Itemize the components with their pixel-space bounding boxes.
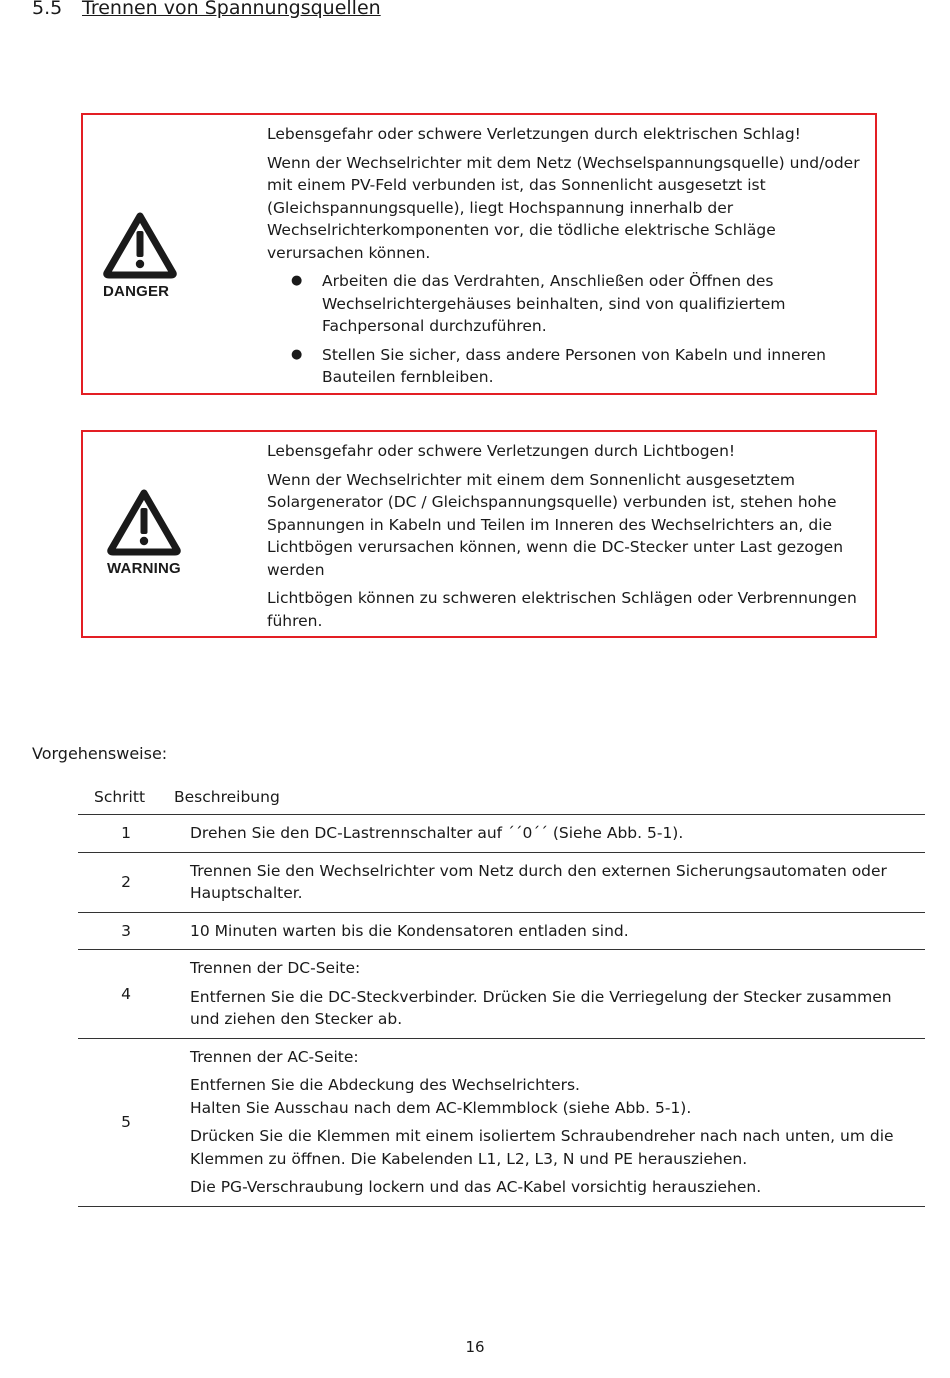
step-number: 5 [78, 1038, 174, 1206]
table-row [78, 852, 925, 912]
column-header-description: Beschreibung [174, 784, 925, 815]
danger-headline: Lebensgefahr oder schwere Verletzungen durch elektrischen Schlag! [267, 125, 801, 143]
step-description: Drehen Sie den DC-Lastrennschalter auf ´´0´´ (Siehe Abb. 5-1). [174, 815, 925, 853]
procedure-table [78, 784, 925, 1207]
warning-text [267, 440, 865, 638]
danger-bullet-list [267, 270, 865, 389]
warning-triangle-icon [103, 211, 177, 279]
page-number: 16 [465, 1338, 485, 1356]
danger-text [267, 123, 865, 395]
warning-footer: Lichtbögen können zu schweren elektrischen Schlägen oder Verbrennungen führen. [267, 589, 857, 630]
section-heading [32, 0, 381, 20]
step-number: 3 [78, 912, 174, 950]
danger-label: DANGER [103, 283, 170, 300]
warning-headline: Lebensgefahr oder schwere Verletzungen durch Lichtbogen! [267, 442, 736, 460]
danger-body: Wenn der Wechselrichter mit dem Netz (Wechselspannungsquelle) und/oder mit einem PV-Feld verbunden ist, das Sonnenlicht ausgesetzt ist (Gleichspannungsquelle), liegt Hochspannung innerhalb der Wechselrichterkomponenten vor, die tödliche elektrische Schläge verursachen können. [267, 153, 860, 262]
danger-callout [81, 113, 877, 395]
warning-label: WARNING [107, 560, 181, 577]
section-title: Trennen von Spannungsquellen [82, 0, 381, 19]
bullet-icon: ● [291, 273, 303, 288]
table-row [78, 1038, 925, 1206]
step-description: Trennen der DC-Seite: Entfernen Sie die DC-Steckverbinder. Drücken Sie die Verriegelung der Stecker zusammen und ziehen den Stecker ab. [174, 950, 925, 1039]
bullet-icon: ● [291, 346, 303, 362]
step-description: Trennen der AC-Seite: Entfernen Sie die Abdeckung des Wechselrichters. Halten Sie Ausschau nach dem AC-Klemmblock (siehe Abb. 5-1). Drücken Sie die Klemmen mit einem isoliertem Schraubendreher nach nach unten, um die Klemmen zu öffnen. Die Kabelenden L1, L2, L3, N und PE herausziehen. Die PG-Verschraubung lockern und das AC-Kabel vorsichtig herausziehen. [174, 1038, 925, 1206]
warning-symbol [107, 488, 197, 577]
step-description: 10 Minuten warten bis die Kondensatoren entladen sind. [174, 912, 925, 950]
section-number: 5.5 [32, 0, 63, 19]
step-number: 1 [78, 815, 174, 853]
step-description: Trennen Sie den Wechselrichter vom Netz durch den externen Sicherungsautomaten oder Hauptschalter. [174, 852, 925, 912]
table-row [78, 950, 925, 1039]
step-number: 2 [78, 852, 174, 912]
table-row [78, 912, 925, 950]
warning-callout [81, 430, 877, 638]
procedure-title: Vorgehensweise: [32, 744, 168, 763]
column-header-step: Schritt [78, 784, 174, 815]
danger-symbol [103, 211, 193, 300]
table-header-row [78, 784, 925, 815]
warning-triangle-icon [107, 488, 181, 556]
danger-bullet: ● Stellen Sie sicher, dass andere Personen von Kabeln und inneren Bauteilen fernbleiben. [291, 345, 826, 386]
table-row [78, 815, 925, 853]
danger-bullet: ● Arbeiten die das Verdrahten, Anschließen oder Öffnen des Wechselrichtergehäuses beinhalten, sind von qualifiziertem Fachpersonal durchzuführen. [291, 272, 786, 335]
step-number: 4 [78, 950, 174, 1039]
warning-body: Wenn der Wechselrichter mit einem dem Sonnenlicht ausgesetztem Solargenerator (DC / Gleichspannungsquelle) verbunden ist, stehen hohe Spannungen in Kabeln und Teilen im Inneren des Wechselrichters an, die Lichtbögen verursachen können, wenn die DC-Stecker unter Last gezogen werden [267, 470, 844, 579]
